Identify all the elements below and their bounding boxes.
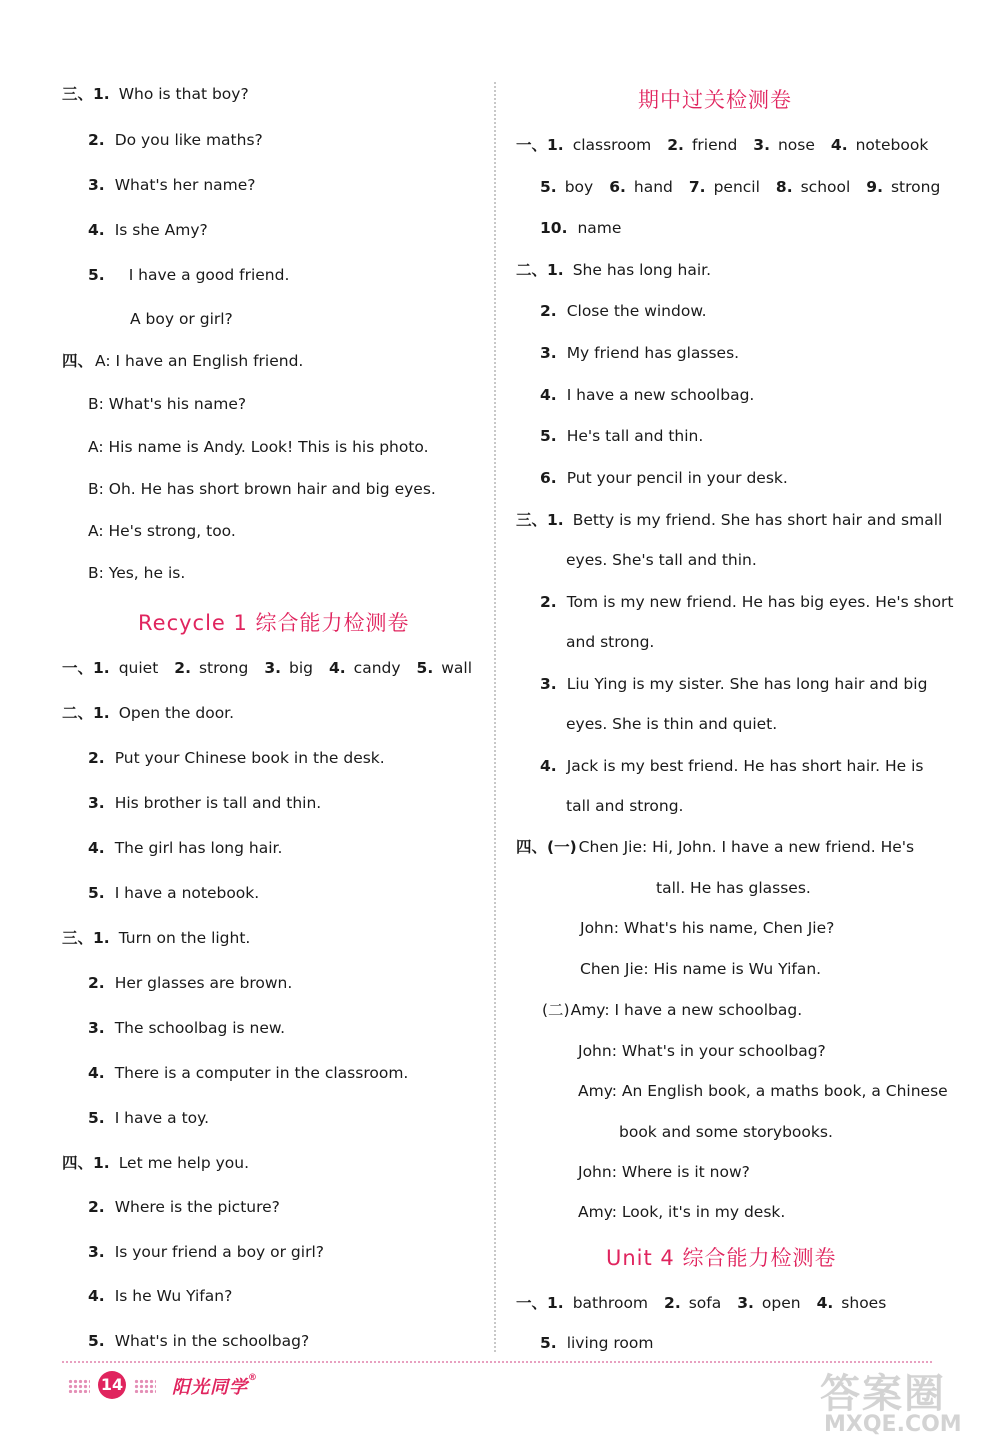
dialogue-line: B: Oh. He has short brown hair and big eyes.: [88, 480, 436, 498]
section-prefix: 三、1.: [62, 85, 110, 103]
answer-line: 2. Tom is my new friend. He has big eyes. He's short: [540, 593, 954, 611]
answer-line: 5. I have a toy.: [88, 1109, 210, 1127]
column-divider: [494, 82, 496, 1352]
answer-line: 3. Is your friend a boy or girl?: [88, 1243, 324, 1261]
answer-line: 2. Do you like maths?: [88, 131, 263, 149]
dialogue-line: (二)Amy: I have a new schoolbag.: [542, 1001, 803, 1019]
dialogue-line: John: What's in your schoolbag?: [578, 1042, 826, 1060]
footer-divider: [62, 1361, 932, 1363]
dialogue-line: Amy: An English book, a maths book, a Chinese: [578, 1082, 948, 1100]
section-prefix: 四、(一): [516, 838, 577, 856]
section-prefix: 二、1.: [62, 704, 110, 722]
sub-prefix: (二): [542, 1001, 570, 1019]
answer-line-cont: eyes. She's tall and thin.: [566, 551, 757, 569]
dialogue-line: 四、 A: I have an English friend.: [62, 352, 304, 370]
answer-line: 2. Close the window.: [540, 302, 707, 320]
watermark-logo: 答案圈 MXQE.COM: [820, 1371, 962, 1437]
word-answer-row: 5. living room: [540, 1334, 654, 1352]
dialogue-line-cont: tall. He has glasses.: [656, 879, 811, 897]
page-number: 14: [98, 1371, 126, 1399]
answer-line: 3. My friend has glasses.: [540, 344, 740, 362]
answer-line: 6. Put your pencil in your desk.: [540, 469, 788, 487]
answer-line: 5. He's tall and thin.: [540, 427, 704, 445]
answer-line: 2. Put your Chinese book in the desk.: [88, 749, 385, 767]
dialogue-line: 四、(一) Chen Jie: Hi, John. I have a new friend. He's: [516, 838, 915, 856]
answer-line: 4. I have a new schoolbag.: [540, 386, 755, 404]
dialogue-line: Chen Jie: His name is Wu Yifan.: [580, 960, 822, 978]
answer-line: 3. Liu Ying is my sister. She has long hair and big: [540, 675, 928, 693]
answer-line: 3. What's her name?: [88, 176, 256, 194]
dialogue-line: A: His name is Andy. Look! This is his photo.: [88, 438, 429, 456]
section-prefix: 四、1.: [62, 1154, 110, 1172]
section-prefix: 二、1.: [516, 261, 564, 279]
section-prefix: 三、1.: [62, 929, 110, 947]
answer-line: 5. What's in the schoolbag?: [88, 1332, 310, 1350]
answer-line-cont: tall and strong.: [566, 797, 684, 815]
section-prefix: 三、1.: [516, 511, 564, 529]
section-heading-recycle1: Recycle 1 综合能力检测卷: [138, 611, 410, 635]
dialogue-line: Amy: Look, it's in my desk.: [578, 1203, 786, 1221]
answer-line-cont: and strong.: [566, 633, 655, 651]
dialogue-line: B: Yes, he is.: [88, 564, 186, 582]
answer-line: 二、1. She has long hair.: [516, 261, 712, 279]
answer-line: 5. I have a notebook.: [88, 884, 260, 902]
dialogue-line: B: What's his name?: [88, 395, 247, 413]
section-prefix: 一、1.: [516, 1294, 564, 1312]
answer-line: 3. His brother is tall and thin.: [88, 794, 322, 812]
answer-line: 5. I have a good friend.: [88, 266, 290, 284]
section-prefix: 四、: [62, 352, 94, 370]
answer-line: 四、1. Let me help you.: [62, 1154, 249, 1172]
section-heading-midterm: 期中过关检测卷: [638, 88, 792, 112]
dialogue-line: A: He's strong, too.: [88, 522, 236, 540]
answer-line: 4. Jack is my best friend. He has short hair. He is: [540, 757, 924, 775]
answer-line: 4. There is a computer in the classroom.: [88, 1064, 409, 1082]
section-heading-unit4: Unit 4 综合能力检测卷: [606, 1246, 837, 1270]
word-answer-row: 一、1. classroom 2. friend 3. nose 4. notebook: [516, 136, 929, 154]
answer-line: 4. Is she Amy?: [88, 221, 208, 239]
answer-line: 2. Her glasses are brown.: [88, 974, 293, 992]
brand-logo: 阳光同学®: [172, 1373, 258, 1398]
dialogue-line-cont: book and some storybooks.: [619, 1123, 833, 1141]
word-answer-row: 10. name: [540, 219, 622, 237]
dots-decoration: [68, 1379, 90, 1393]
answer-line: 2. Where is the picture?: [88, 1198, 280, 1216]
answer-line: 三、1. Turn on the light.: [62, 929, 251, 947]
word-answer-row: 一、1. bathroom 2. sofa 3. open 4. shoes: [516, 1294, 887, 1312]
answer-line: 3. The schoolbag is new.: [88, 1019, 286, 1037]
word-answer-row: 一、1. quiet 2. strong 3. big 4. candy 5. wall: [62, 659, 473, 677]
answer-line: 4. Is he Wu Yifan?: [88, 1287, 233, 1305]
dialogue-line: John: Where is it now?: [578, 1163, 750, 1181]
answer-line: 二、1. Open the door.: [62, 704, 235, 722]
answer-line: 三、1. Who is that boy?: [62, 85, 249, 103]
dialogue-line: John: What's his name, Chen Jie?: [580, 919, 835, 937]
section-prefix: 一、1.: [516, 136, 564, 154]
word-answer-row: 5. boy 6. hand 7. pencil 8. school 9. strong: [540, 178, 941, 196]
page-number-badge: [64, 1371, 164, 1399]
answer-line: 4. The girl has long hair.: [88, 839, 283, 857]
answer-line: 三、1. Betty is my friend. She has short hair and small: [516, 511, 943, 529]
section-prefix: 一、1.: [62, 659, 110, 677]
answer-line-cont: eyes. She is thin and quiet.: [566, 715, 778, 733]
answer-line: A boy or girl?: [130, 310, 233, 328]
dots-decoration: [134, 1379, 156, 1393]
